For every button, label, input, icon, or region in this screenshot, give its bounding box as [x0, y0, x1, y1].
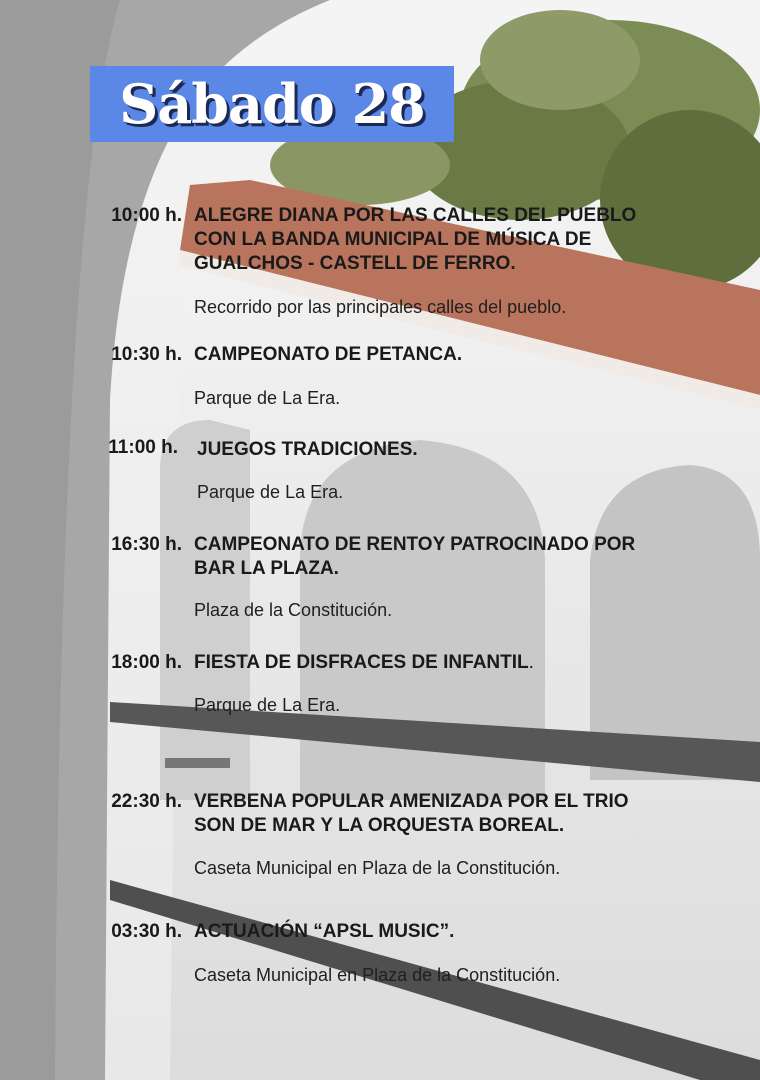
event-title: JUEGOS TRADICIONES.	[197, 439, 418, 460]
event-title: VERBENA POPULAR AMENIZADA POR EL TRIO SON DE MAR Y LA ORQUESTA BOREAL.	[194, 791, 629, 836]
event-place: Caseta Municipal en Plaza de la Constitución.	[194, 965, 561, 985]
event-title: FIESTA DE DISFRACES DE INFANTIL.	[194, 652, 534, 673]
event-place: Caseta Municipal en Plaza de la Constitución.	[194, 858, 561, 878]
event-time: 16:30 h.	[111, 534, 182, 555]
event-time: 22:30 h.	[111, 791, 182, 812]
event-place: Parque de La Era.	[194, 388, 341, 408]
event-title: ALEGRE DIANA POR LAS CALLES DEL PUEBLO CON LA BANDA MUNICIPAL DE MÚSICA DE GUALCHOS - CASTELL DE FERRO.	[194, 205, 637, 274]
event-time: 10:30 h.	[111, 344, 182, 365]
event-place: Recorrido por las principales calles del pueblo.	[194, 297, 567, 317]
event-place: Parque de La Era.	[197, 482, 344, 502]
page-title: Sábado 28	[119, 72, 425, 136]
title-banner	[90, 66, 454, 142]
event-time: 11:00 h.	[108, 437, 178, 458]
event-time: 10:00 h.	[111, 205, 182, 226]
event-title: CAMPEONATO DE RENTOY PATROCINADO POR BAR LA PLAZA.	[194, 534, 636, 579]
event-time: 03:30 h.	[111, 921, 182, 942]
event-place: Parque de La Era.	[194, 695, 341, 715]
event-title: ACTUACIÓN “APSL MUSIC”.	[194, 921, 455, 942]
event-time: 18:00 h.	[111, 652, 182, 673]
event-title: CAMPEONATO DE PETANCA.	[194, 344, 463, 365]
event-place: Plaza de la Constitución.	[194, 600, 393, 620]
